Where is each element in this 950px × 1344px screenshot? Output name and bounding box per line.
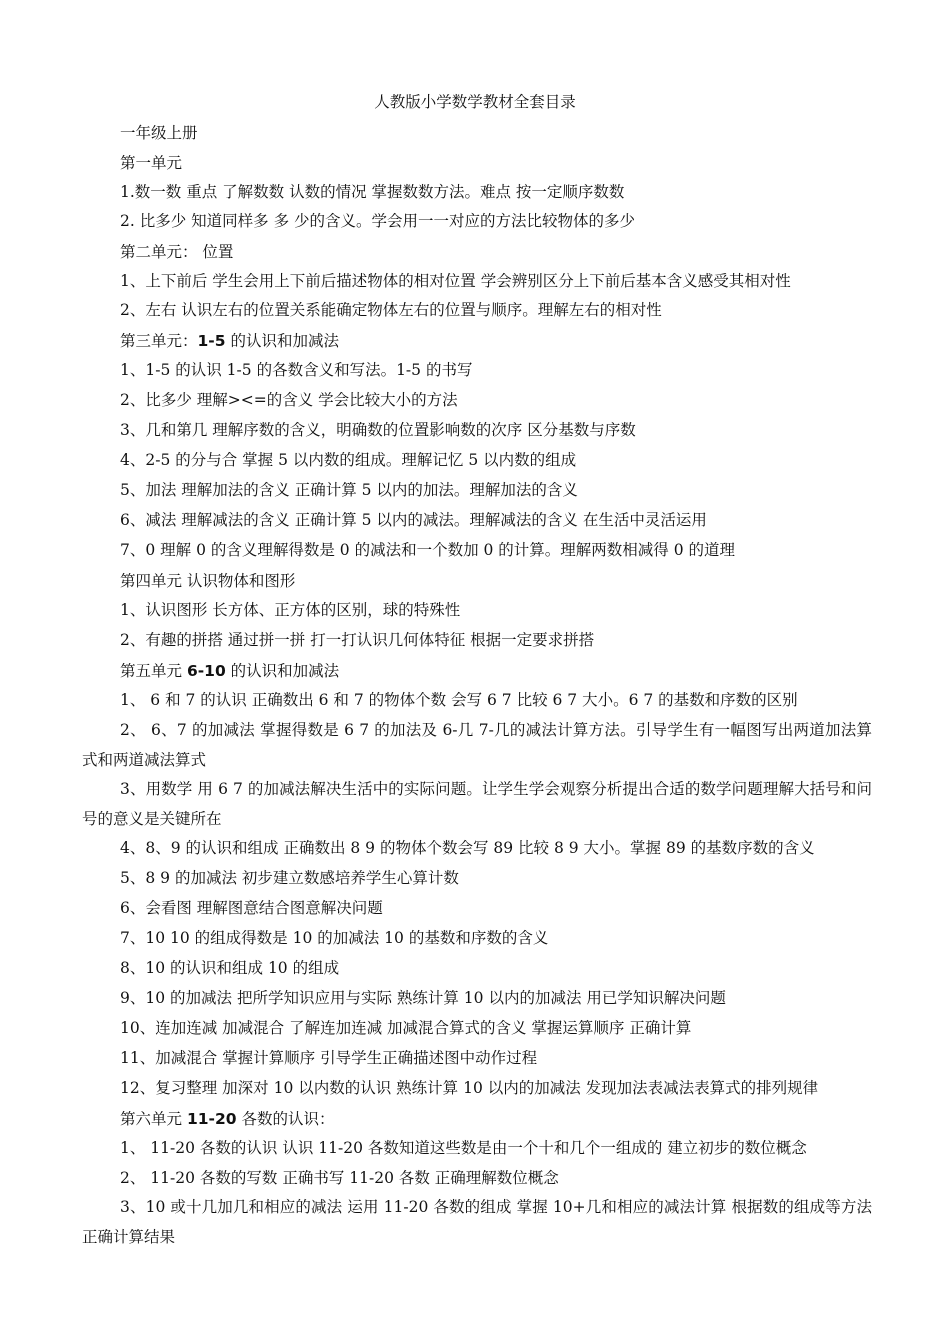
unit-3-item-2: 2、比多少 理解><=的含义 学会比较大小的方法 xyxy=(120,391,458,409)
unit-3-item-1: 1、1-5 的认识 1-5 的各数含义和写法。1-5 的书写 xyxy=(120,361,473,379)
unit-5-item-6: 6、会看图 理解图意结合图意解决问题 xyxy=(120,899,383,917)
unit-5-item-8: 8、10 的认识和组成 10 的组成 xyxy=(120,959,340,977)
document-title: 人教版小学数学教材全套目录 xyxy=(374,93,576,111)
unit-5-item-5: 5、8 9 的加减法 初步建立数感培养学生心算计数 xyxy=(120,869,459,887)
unit-6-suffix: 各数的认识： xyxy=(236,1110,335,1128)
unit-2-heading: 第二单元： 位置 xyxy=(120,243,234,261)
unit-5-item-10: 10、连加连减 加减混合 了解连加连减 加减混合算式的含义 掌握运算顺序 正确计算 xyxy=(120,1019,692,1037)
unit-1-heading: 第一单元 xyxy=(120,154,183,172)
unit-3-suffix: 的认识和加减法 xyxy=(225,332,339,350)
unit-6-heading xyxy=(120,1109,880,1129)
unit-4-item-1: 1、认识图形 长方体、正方体的区别，球的特殊性 xyxy=(120,601,461,619)
unit-3-range: 1-5 xyxy=(197,332,226,350)
unit-6-item-2: 2、 11-20 各数的写数 正确书写 11-20 各数 正确理解数位概念 xyxy=(120,1169,559,1187)
unit-4-item-2: 2、有趣的拼搭 通过拼一拼 打一打认识几何体特征 根据一定要求拼搭 xyxy=(120,631,595,649)
unit-3-item-4: 4、2-5 的分与合 掌握 5 以内数的组成。理解记忆 5 以内数的组成 xyxy=(120,451,577,469)
unit-3-item-6: 6、减法 理解减法的含义 正确计算 5 以内的减法。理解减法的含义 在生活中灵活运用 xyxy=(120,511,707,529)
unit-1-item-1: 1.数一数 重点 了解数数 认数的情况 掌握数数方法。难点 按一定顺序数数 xyxy=(120,183,625,201)
unit-6-range: 11-20 xyxy=(186,1110,237,1128)
unit-5-range: 6-10 xyxy=(186,662,226,680)
unit-3-item-7: 7、0 理解 0 的含义理解得数是 0 的减法和一个数加 0 的计算。理解两数相减得 0 的道理 xyxy=(120,541,736,559)
unit-5-item-2: 2、 6、7 的加减法 掌握得数是 6 7 的加法及 6-几 7-几的减法计算方法。引导学生有一幅图写出两道加法算式和两道减法算式 xyxy=(82,721,872,769)
unit-5-item-4: 4、8、9 的认识和组成 正确数出 8 9 的物体个数会写 89 比较 8 9 大小。掌握 89 的基数序数的含义 xyxy=(120,839,815,857)
unit-5-item-3: 3、用数学 用 6 7 的加减法解决生活中的实际问题。让学生学会观察分析提出合适的数学问题理解大括号和问号的意义是关键所在 xyxy=(82,780,872,828)
unit-5-item-1: 1、 6 和 7 的认识 正确数出 6 和 7 的物体个数 会写 6 7 比较 6 7 大小。6 7 的基数和序数的区别 xyxy=(120,691,798,709)
unit-6-prefix: 第六单元 xyxy=(120,1110,187,1128)
unit-2-item-1: 1、上下前后 学生会用上下前后描述物体的相对位置 学会辨别区分上下前后基本含义感受其相对性 xyxy=(120,272,791,290)
unit-5-item-7: 7、10 10 的组成得数是 10 的加减法 10 的基数和序数的含义 xyxy=(120,929,549,947)
unit-5-item-11: 11、加减混合 掌握计算顺序 引导学生正确描述图中动作过程 xyxy=(120,1049,538,1067)
unit-5-item-12: 12、复习整理 加深对 10 以内数的认识 熟练计算 10 以内的加减法 发现加法表减法表算式的排列规律 xyxy=(120,1079,819,1097)
unit-3-item-3: 3、几和第几 理解序数的含义，明确数的位置影响数的次序 区分基数与序数 xyxy=(120,421,636,439)
unit-5-prefix: 第五单元 xyxy=(120,662,187,680)
unit-5-suffix: 的认识和加减法 xyxy=(225,662,340,680)
unit-6-item-1: 1、 11-20 各数的认识 认识 11-20 各数知道这些数是由一个十和几个一组成的 建立初步的数位概念 xyxy=(120,1139,807,1157)
unit-5-item-9: 9、10 的加减法 把所学知识应用与实际 熟练计算 10 以内的加减法 用已学知识解决问题 xyxy=(120,989,726,1007)
unit-3-heading xyxy=(120,331,880,351)
unit-3-prefix: 第三单元： xyxy=(120,332,198,350)
unit-2-item-2: 2、左右 认识左右的位置关系能确定物体左右的位置与顺序。理解左右的相对性 xyxy=(120,301,662,319)
unit-3-item-5: 5、加法 理解加法的含义 正确计算 5 以内的加法。理解加法的含义 xyxy=(120,481,578,499)
unit-1-item-2: 2. 比多少 知道同样多 多 少的含义。学会用一一对应的方法比较物体的多少 xyxy=(120,212,635,230)
grade-heading: 一年级上册 xyxy=(120,124,198,142)
unit-6-item-3: 3、10 或十几加几和相应的减法 运用 11-20 各数的组成 掌握 10+几和相应的减法计算 根据数的组成等方法正确计算结果 xyxy=(82,1198,872,1246)
unit-5-heading xyxy=(120,661,880,681)
unit-4-heading: 第四单元 认识物体和图形 xyxy=(120,572,296,590)
